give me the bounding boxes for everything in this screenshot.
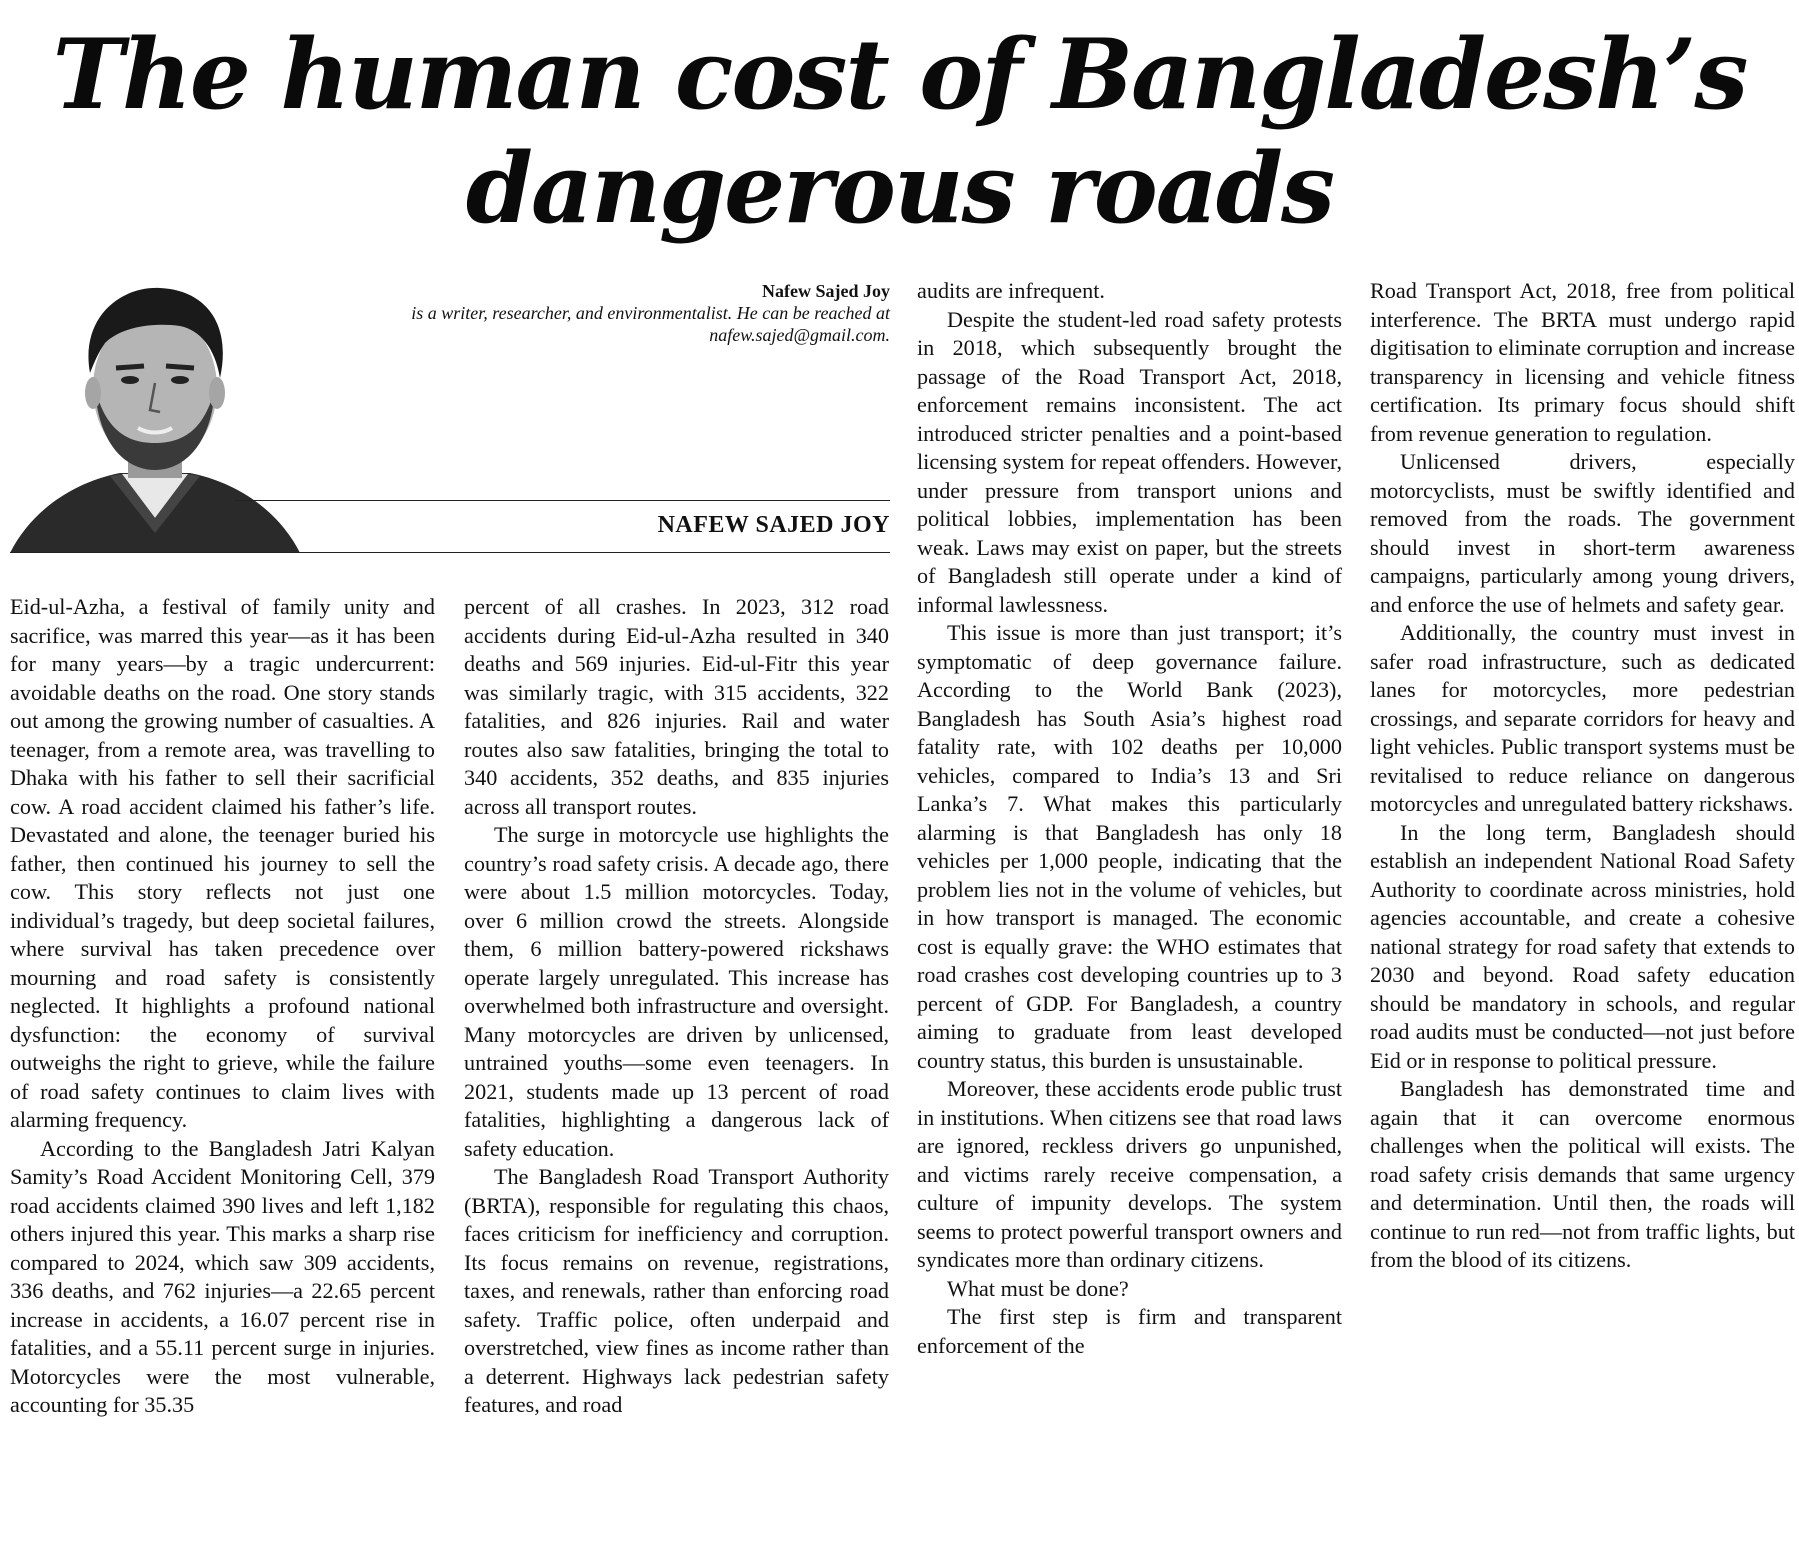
author-note-bio: is a writer, researcher, and environmentalist. He can be reached at nafew.sajed@gmail.com. [411, 303, 890, 345]
article-paragraph: Road Transport Act, 2018, free from political interference. The BRTA must undergo rapid digitisation to eliminate corruption and increase transparency in licensing and vehicle fitness certification. Its primary focus should shift from revenue generation to regulation. [1370, 278, 1795, 446]
article-paragraph: The surge in motorcycle use highlights the country’s road safety crisis. A decade ago, there were about 1.5 million motorcycles. Today, over 6 million crowd the streets. Alongside them, 6 million battery-powered rickshaws operate largely unregulated. This increase has overwhelmed both infrastructure and oversight. Many motorcycles are driven by unlicensed, untrained youths—some even teenagers. In 2021, students made up 13 percent of road fatalities, highlighting a dangerous lack of safety education. [464, 822, 889, 1161]
article-paragraph: This issue is more than just transport; it’s symptomatic of deep governance failure. According to the World Bank (2023), Bangladesh has South Asia’s highest road fatality rate, with 102 deaths per 10,000 vehicles, compared to India’s 13 and Sri Lanka’s 7. What makes this particularly alarming is that Bangladesh has only 18 vehicles per 1,000 people, indicating that the problem lies not in the volume of vehicles, but in how transport is managed. The economic cost is equally grave: the WHO estimates that road crashes cost developing countries up to 3 percent of GDP. For Bangladesh, a country aiming to graduate from least developed country status, this burden is unsustainable. [917, 620, 1342, 1073]
byline: NAFEW SAJED JOY [657, 512, 890, 538]
article-paragraph: According to the Bangladesh Jatri Kalyan Samity’s Road Accident Monitoring Cell, 379 road accidents claimed 390 lives and left 1,182 others injured this year. This marks a sharp rise compared to 2024, which saw 309 accidents, 336 deaths, and 762 injuries—a 22.65 percent increase in accidents, a 16.07 percent rise in fatalities, and a 55.11 percent surge in injuries. Motorcycles were the most vulnerable, accounting for 35.35 [10, 1135, 435, 1417]
article-paragraph: In the long term, Bangladesh should establish an independent National Road Safety Authority to coordinate across ministries, hold agencies accountable, and create a cohesive national strategy for road safety that extends to 2030 and beyond. Road safety education should be mandatory in schools, and regular road audits must be conducted—not just before Eid or in response to political pressure. [1370, 819, 1795, 1073]
article-paragraph: The first step is firm and transparent enforcement of the [917, 1304, 1342, 1358]
article-paragraph: What must be done? [947, 1275, 1129, 1301]
article-paragraph: Unlicensed drivers, especially motorcyclists, must be swiftly identified and removed from the roads. The government should invest in short-term awareness campaigns, particularly among young drivers, and enforce the use of helmets and safety gear. [1370, 449, 1795, 617]
byline-rule [235, 500, 890, 501]
author-note-name: Nafew Sajed Joy [762, 281, 890, 301]
author-note [380, 280, 890, 346]
article-paragraph: The Bangladesh Road Transport Authority (BRTA), responsible for regulating this chaos, faces criticism for inefficiency and corruption. Its focus remains on revenue, registrations, taxes, and renewals, rather than enforcing road safety. Traffic police, often underpaid and overstretched, view fines as income rather than a deterrent. Highways lack pedestrian safety features, and road [464, 1164, 889, 1417]
article-paragraph: Eid-ul-Azha, a festival of family unity and sacrifice, was marred this year—as it has been for many years—by a tragic undercurrent: avoidable deaths on the road. One story stands out among the growing number of casualties. A teenager, from a remote area, was travelling to Dhaka with his father to sell their sacrificial cow. A road accident claimed his father’s life. Devastated and alone, the teenager buried his father, then continued his journey to sell the cow. This story reflects not just one individual’s tragedy, but deep societal failures, where survival has taken precedence over mourning and road safety is consistently neglected. It highlights a profound national dysfunction: the economy of survival outweighs the right to grieve, while the failure of road safety continues to claim lives with alarming frequency. [10, 594, 435, 1132]
article-paragraph: Additionally, the country must invest in safer road infrastructure, such as dedicated lanes for motorcycles, more pedestrian crossings, and separate corridors for heavy and light vehicles. Public transport systems must be revitalised to reduce reliance on dangerous motorcycles and unregulated battery rickshaws. [1370, 620, 1795, 816]
byline-bottom-rule [10, 552, 890, 553]
author-photo [10, 278, 300, 553]
article-column-1 [10, 593, 435, 1553]
author-portrait-image [10, 278, 300, 553]
article-column-4 [1370, 277, 1795, 1557]
article-paragraph: audits are infrequent. [917, 278, 1105, 303]
article-column-2 [464, 593, 889, 1553]
article-paragraph: Moreover, these accidents erode public trust in institutions. When citizens see that road laws are ignored, reckless drivers go unpunished, and victims rarely receive compensation, a culture of impunity develops. The system seems to protect powerful transport owners and syndicates more than ordinary citizens. [917, 1076, 1342, 1272]
article-paragraph: Despite the student-led road safety protests in 2018, which subsequently brought the passage of the Road Transport Act, 2018, enforcement remains inconsistent. The act introduced stricter penalties and a point-based licensing system for repeat offenders. However, under pressure from transport unions and political lobbies, implementation has been weak. Laws may exist on paper, but the streets of Bangladesh still operate under a kind of informal lawlessness. [917, 306, 1342, 617]
headline: The human cost of Bangladesh’s dangerous roads [52, 18, 1747, 245]
article-column-3 [917, 277, 1342, 1557]
article-paragraph: Bangladesh has demonstrated time and again that it can overcome enormous challenges when the political will exists. The road safety crisis demands that same urgency and determination. Until then, the roads will continue to run red—not from traffic lights, but from the blood of its citizens. [1370, 1076, 1795, 1272]
article-paragraph: percent of all crashes. In 2023, 312 road accidents during Eid-ul-Azha resulted in 340 deaths and 569 injuries. Eid-ul-Fitr this year was similarly tragic, with 315 accidents, 322 fatalities, and 826 injuries. Rail and water routes also saw fatalities, bringing the total to 340 accidents, 352 deaths, and 835 injuries across all transport routes. [464, 594, 889, 819]
